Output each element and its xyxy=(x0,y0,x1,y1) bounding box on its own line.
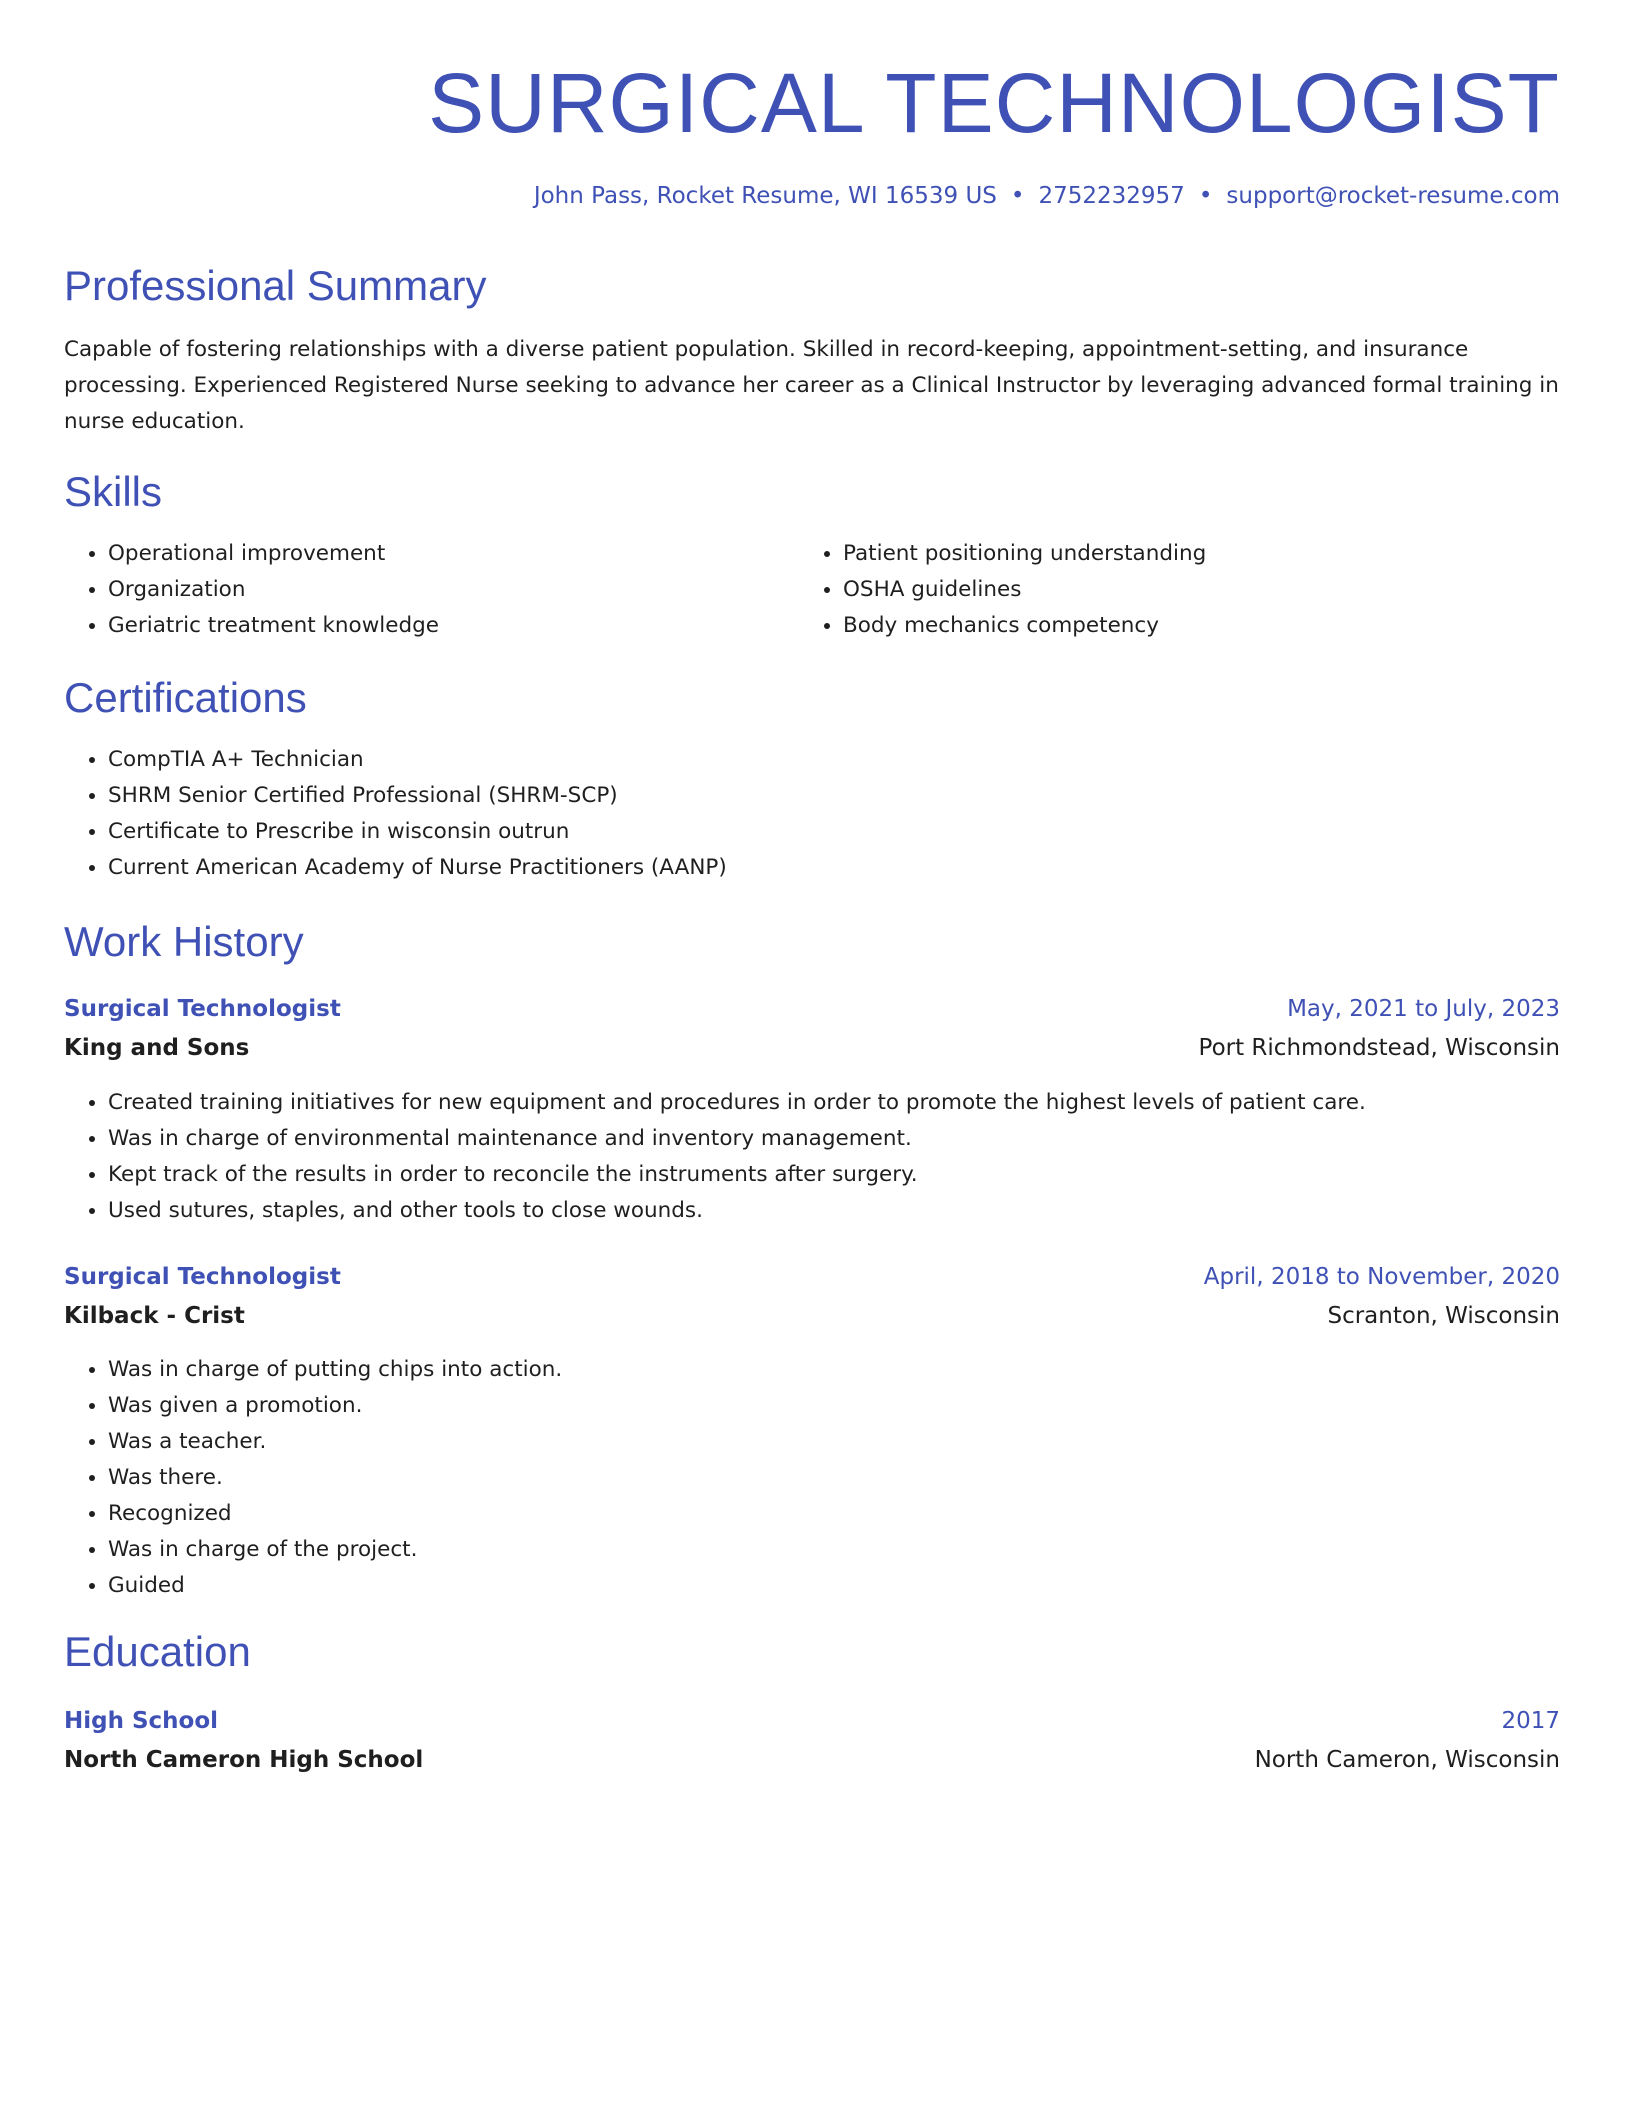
job-company: Kilback - Crist xyxy=(64,1303,245,1329)
summary-heading: Professional Summary xyxy=(64,262,487,309)
job-bullet: • Used sutures, staples, and other tools to close wounds. xyxy=(108,1193,1366,1229)
resume-title: SURGICAL TECHNOLOGIST xyxy=(428,56,1560,150)
job-dates: April, 2018 to November, 2020 xyxy=(1203,1264,1560,1290)
skills-list-left xyxy=(64,536,439,644)
job-bullet: • Was in charge of environmental maintenance and inventory management. xyxy=(108,1121,1366,1157)
education-school-row xyxy=(64,1741,1560,1779)
skills-heading: Skills xyxy=(64,468,163,515)
job-company-row xyxy=(64,1029,1560,1067)
skill-item: • Body mechanics competency xyxy=(843,608,1206,644)
job-title-row xyxy=(64,1258,1560,1296)
skills-list-right xyxy=(799,536,1206,644)
job-company: King and Sons xyxy=(64,1035,250,1061)
contact-separator: • xyxy=(1010,183,1025,209)
job-bullet: • Created training initiatives for new equipment and procedures in order to promote the highest levels of patient care. xyxy=(108,1085,1366,1121)
job-bullets xyxy=(64,1085,1366,1229)
education-location: North Cameron, Wisconsin xyxy=(1254,1747,1560,1773)
job-bullet: • Recognized xyxy=(108,1496,562,1532)
certifications-heading: Certifications xyxy=(64,674,307,721)
skill-item: • Geriatric treatment knowledge xyxy=(108,608,439,644)
job-title-row xyxy=(64,990,1560,1028)
job-bullet: • Was in charge of the project. xyxy=(108,1532,562,1568)
certification-item: • Certificate to Prescribe in wisconsin outrun xyxy=(108,814,727,850)
contact-separator: • xyxy=(1198,183,1213,209)
job-bullet: • Was given a promotion. xyxy=(108,1388,562,1424)
contact-phone: 2752232957 xyxy=(1038,183,1185,209)
certifications-list xyxy=(64,742,727,886)
job-bullet: • Was there. xyxy=(108,1460,562,1496)
education-heading: Education xyxy=(64,1628,251,1675)
education-school: North Cameron High School xyxy=(64,1747,424,1773)
job-bullet: • Guided xyxy=(108,1568,562,1604)
certification-item: • Current American Academy of Nurse Practitioners (AANP) xyxy=(108,850,727,886)
job-title: Surgical Technologist xyxy=(64,1264,341,1290)
contact-address: John Pass, Rocket Resume, WI 16539 US xyxy=(533,183,997,209)
contact-line xyxy=(534,178,1560,214)
skill-item: • Organization xyxy=(108,572,439,608)
education-degree-row xyxy=(64,1702,1560,1740)
contact-email: support@rocket-resume.com xyxy=(1226,183,1560,209)
job-bullet: • Kept track of the results in order to reconcile the instruments after surgery. xyxy=(108,1157,1366,1193)
job-company-row xyxy=(64,1297,1560,1335)
certification-item: • SHRM Senior Certified Professional (SHRM-SCP) xyxy=(108,778,727,814)
job-title: Surgical Technologist xyxy=(64,996,341,1022)
job-bullet: • Was in charge of putting chips into action. xyxy=(108,1352,562,1388)
skill-item: • Patient positioning understanding xyxy=(843,536,1206,572)
education-year: 2017 xyxy=(1501,1708,1560,1734)
job-bullets xyxy=(64,1352,562,1604)
skill-item: • OSHA guidelines xyxy=(843,572,1206,608)
job-bullet: • Was a teacher. xyxy=(108,1424,562,1460)
certification-item: • CompTIA A+ Technician xyxy=(108,742,727,778)
summary-text: Capable of fostering relationships with a diverse patient population. Skilled in record-keeping, appointment-setting, and insurance processing. Experienced Registered Nurse seeking to advance her career as a Clinical Instructor by leveraging advanced formal training in nurse education. xyxy=(64,337,1559,434)
work-history-heading: Work History xyxy=(64,918,304,965)
job-location: Port Richmondstead, Wisconsin xyxy=(1198,1035,1560,1061)
job-dates: May, 2021 to July, 2023 xyxy=(1287,996,1560,1022)
job-location: Scranton, Wisconsin xyxy=(1327,1303,1560,1329)
education-degree: High School xyxy=(64,1708,219,1734)
skill-item: • Operational improvement xyxy=(108,536,439,572)
